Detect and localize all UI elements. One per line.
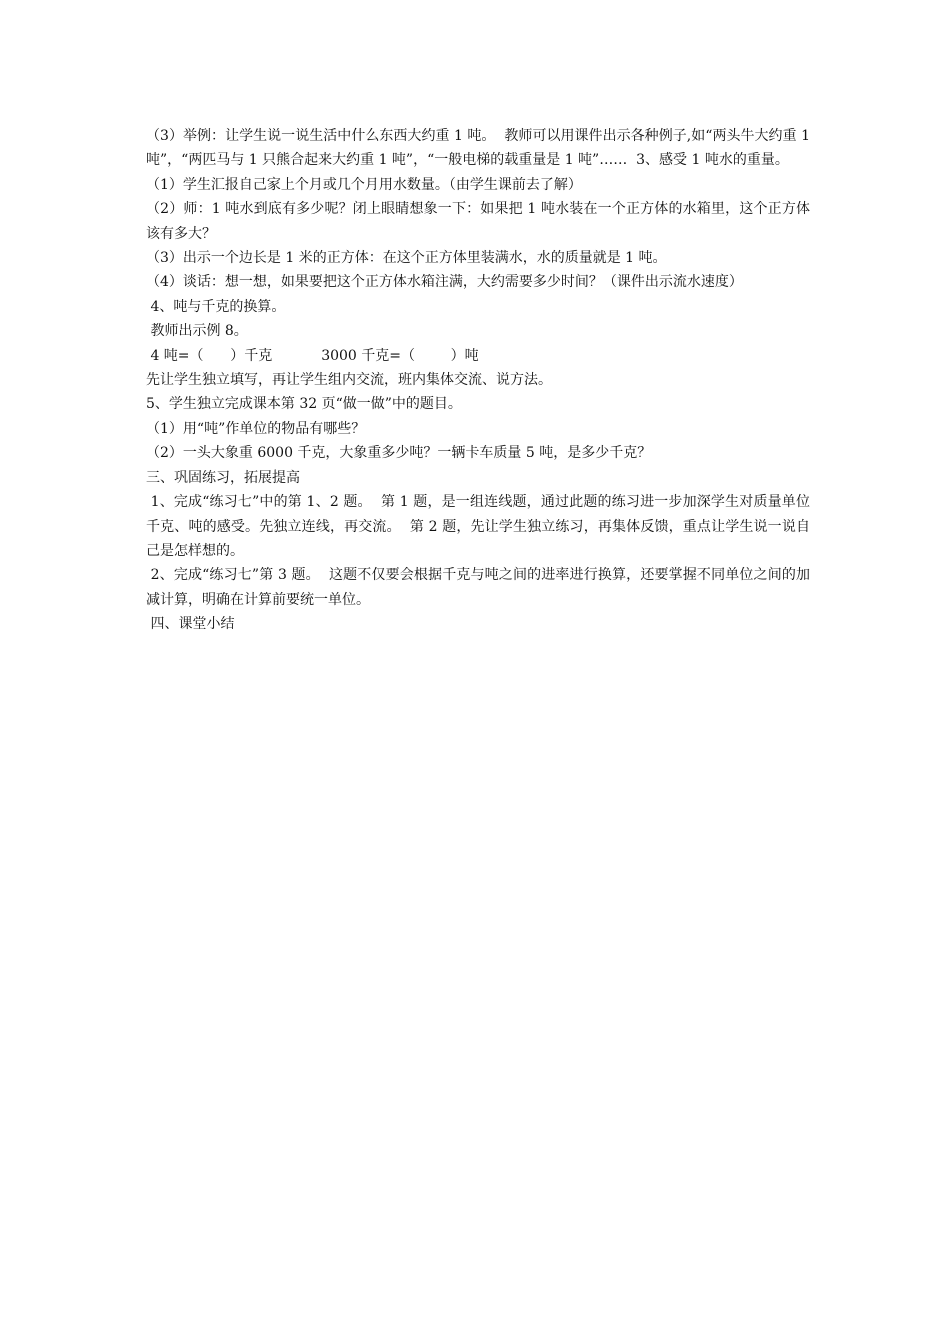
paragraph-ton-items-question: （1）用“吨”作单位的物品有哪些？ xyxy=(146,420,366,437)
paragraph-elephant-truck-question: （2）一头大象重 6000 千克，大象重多少吨？一辆卡车质量 5 吨，是多少千克？ xyxy=(146,445,652,462)
paragraph-section-conversion: 4、吨与千克的换算。 xyxy=(146,298,286,315)
paragraph-exercise-7-q1-q2: 1、完成“练习七”中的第 1、2 题。 第 1 题，是一组连线题，通过此题的练习进一步加深学生对质量单位千克、吨的感受。先独立连线，再交流。 第 2 题，先让学生独立练习，再集体反馈，重点让学生说一说自己是怎样想的。 xyxy=(146,494,810,559)
paragraph-group-exchange: 先让学生独立填写，再让学生组内交流，班内集体交流、说方法。 xyxy=(146,372,552,389)
paragraph-example-8: 教师出示例 8。 xyxy=(146,323,248,340)
paragraph-cube-demo: （3）出示一个边长是 1 米的正方体：在这个正方体里装满水，水的质量就是 1 吨。 xyxy=(146,250,667,267)
paragraph-conversion-blanks: 4 吨=（ ）千克 3000 千克=（ ）吨 xyxy=(146,347,479,364)
paragraph-imagine-one-ton-water: （2）师：1 吨水到底有多少呢？闭上眼睛想象一下：如果把 1 吨水装在一个正方体的水箱里，这个正方体该有多大？ xyxy=(146,201,810,242)
paragraph-fill-time-discussion: （4）谈话：想一想，如果要把这个正方体水箱注满，大约需要多少时间？（课件出示流水速度） xyxy=(146,274,743,291)
document-body xyxy=(146,124,815,637)
paragraph-example-one-ton: （3）举例：让学生说一说生活中什么东西大约重 1 吨。 教师可以用课件出示各种例子,如“两头牛大约重 1 吨”，“两匹马与 1 只熊合起来大约重 1 吨”，“一般电梯的载重量是 1 吨”…… 3、感受 1 吨水的重量。 xyxy=(146,128,815,169)
paragraph-water-usage-report: （1）学生汇报自己家上个月或几个月用水数量。（由学生课前去了解） xyxy=(146,176,582,193)
paragraph-exercise-7-q3: 2、完成“练习七”第 3 题。 这题不仅要会根据千克与吨之间的进率进行换算，还要掌握不同单位之间的加减计算，明确在计算前要统一单位。 xyxy=(146,567,810,608)
paragraph-heading-practice: 三、巩固练习，拓展提高 xyxy=(146,469,300,486)
paragraph-section-textbook-exercise: 5、学生独立完成课本第 32 页“做一做”中的题目。 xyxy=(146,396,462,413)
paragraph-heading-summary: 四、课堂小结 xyxy=(146,616,235,633)
